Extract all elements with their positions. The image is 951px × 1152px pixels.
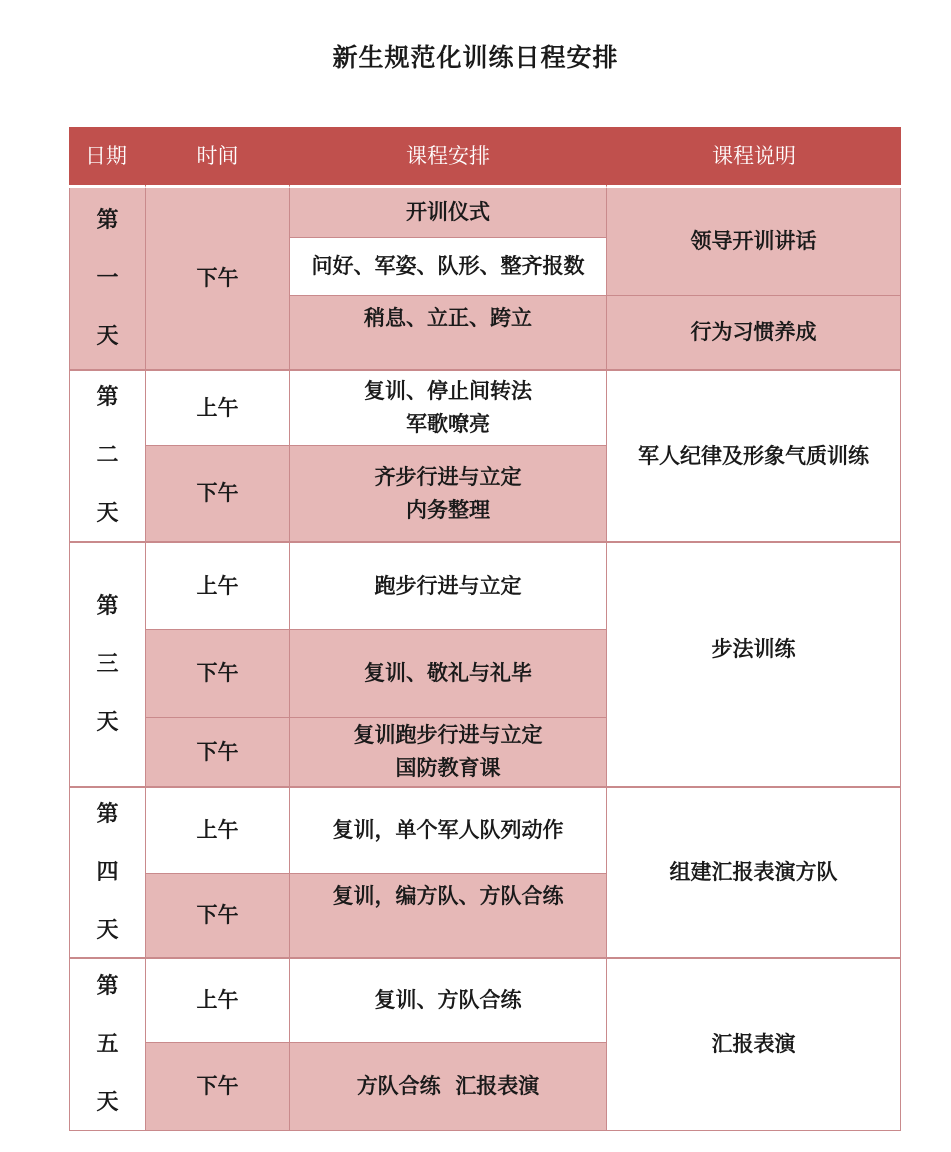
header-course: 课程安排	[290, 127, 607, 188]
day-3-course-3	[290, 718, 607, 788]
day-3-course-3-line-1: 复训跑步行进与立定	[353, 723, 543, 747]
day-4-time-1: 上午	[146, 788, 290, 874]
header-note: 课程说明	[607, 127, 901, 188]
day-2-course-2-line-2: 内务整理	[406, 497, 490, 522]
day-3-course-2: 复训、敬礼与礼毕	[290, 630, 607, 718]
day-3-time-3: 下午	[146, 718, 290, 788]
day-1-course-1: 开训仪式	[290, 188, 607, 238]
day-2-note: 军人纪律及形象气质训练	[607, 371, 901, 543]
day-5-time-2: 下午	[146, 1043, 290, 1131]
day-4-label	[69, 788, 146, 959]
day-3-label	[69, 543, 146, 788]
day-1-char-2: 一	[96, 265, 119, 291]
day-3-char-3: 天	[96, 709, 119, 735]
day-1-label	[69, 188, 146, 371]
day-5-course-2: 方队合练 汇报表演	[290, 1043, 607, 1131]
day-5-char-1: 第	[96, 973, 119, 999]
day-2-course-1-line-2: 军歌嘹亮	[406, 412, 490, 436]
day-4-time-2: 下午	[146, 874, 290, 959]
day-2-time-2: 下午	[146, 446, 290, 543]
day-3-course-1: 跑步行进与立定	[290, 543, 607, 630]
day-2-time-1: 上午	[146, 371, 290, 446]
day-5-char-2: 五	[96, 1031, 119, 1057]
header-time: 时间	[146, 127, 290, 188]
day-2-course-2	[290, 446, 607, 543]
day-4-note: 组建汇报表演方队	[607, 788, 901, 959]
schedule-table	[69, 127, 901, 1131]
day-4-char-1: 第	[96, 801, 119, 827]
day-5-time-1: 上午	[146, 959, 290, 1043]
day-5-label	[69, 959, 146, 1131]
day-5-char-3: 天	[96, 1089, 119, 1115]
day-1-char-3: 天	[96, 323, 119, 349]
day-1-time: 下午	[146, 188, 290, 371]
day-3-note: 步法训练	[607, 543, 901, 788]
day-2-char-1: 第	[96, 385, 119, 410]
day-4-course-1: 复训，单个军人队列动作	[290, 788, 607, 874]
day-2-char-2: 二	[96, 443, 119, 468]
day-4-char-3: 天	[96, 917, 119, 943]
day-5-course-1: 复训、方队合练	[290, 959, 607, 1043]
day-2-label	[69, 371, 146, 543]
day-3-char-2: 三	[96, 651, 119, 677]
day-4-course-2: 复训，编方队、方队合练	[290, 874, 607, 959]
day-2-course-1-line-1: 复训、停止间转法	[364, 379, 532, 403]
day-1-course-3: 稍息、立正、跨立	[290, 296, 607, 371]
page-title: 新生规范化训练日程安排	[332, 43, 619, 72]
day-4-char-2: 四	[96, 859, 119, 885]
day-3-time-1: 上午	[146, 543, 290, 630]
day-1-note-2: 行为习惯养成	[607, 296, 901, 371]
day-5-note: 汇报表演	[607, 959, 901, 1131]
header-date: 日期	[69, 127, 146, 188]
day-2-course-1	[290, 371, 607, 446]
day-1-note-1: 领导开训讲话	[607, 188, 901, 296]
day-3-char-1: 第	[96, 593, 119, 619]
day-2-char-3: 天	[96, 501, 119, 526]
day-3-time-2: 下午	[146, 630, 290, 718]
day-1-char-1: 第	[96, 207, 119, 233]
day-3-course-3-line-2: 国防教育课	[395, 756, 501, 780]
day-2-course-2-line-1: 齐步行进与立定	[374, 464, 522, 489]
day-1-course-2: 问好、军姿、队形、整齐报数	[290, 238, 607, 296]
